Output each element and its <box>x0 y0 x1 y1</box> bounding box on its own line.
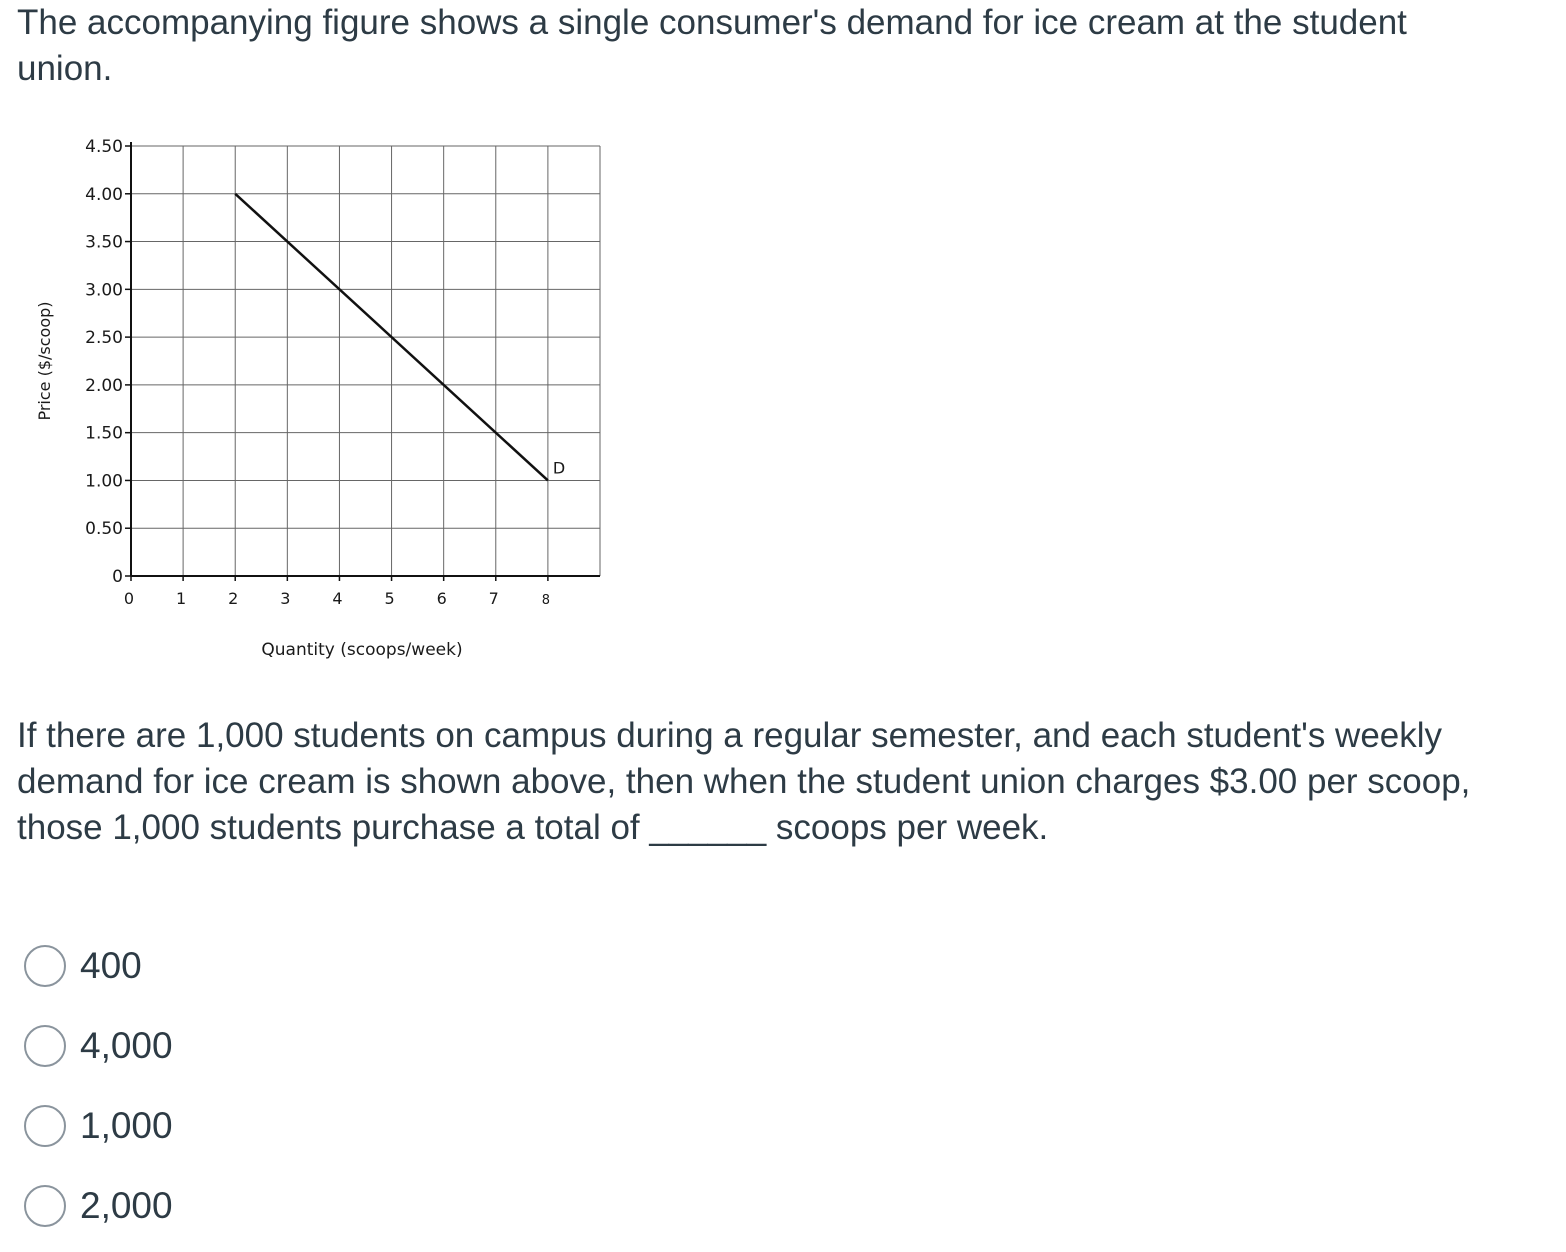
y-tick-label: 3.50 <box>85 232 123 253</box>
y-axis-title: Price ($/scoop) <box>35 301 54 421</box>
radio-button[interactable] <box>24 1185 66 1227</box>
y-tick-label: 4.00 <box>85 184 123 205</box>
y-tick-label: 3.00 <box>85 280 123 301</box>
y-tick-label: 2.00 <box>85 375 123 396</box>
chart-labels <box>35 137 565 660</box>
chart-grid <box>131 146 600 576</box>
answer-option-label: 2,000 <box>80 1185 173 1226</box>
answer-option-4000[interactable] <box>24 1006 173 1086</box>
question-text: If there are 1,000 students on campus during a regular semester, and each student's weekly demand for ice cream is shown above, then when the student union charges $3.00 per scoop, those 1,000 students purchase a total of ______ scoops per week. <box>17 716 1471 847</box>
answer-option-label: 4,000 <box>80 1025 173 1066</box>
y-tick-label: 0 <box>112 567 123 587</box>
intro-text: The accompanying figure shows a single consumer's demand for ice cream at the student union. <box>17 3 1407 88</box>
x-tick-label: 3 <box>280 589 291 608</box>
answer-option-label: 400 <box>80 945 142 986</box>
y-tick-label: 2.50 <box>85 328 123 349</box>
demand-chart-svg <box>0 130 640 670</box>
x-axis-title: Quantity (scoops/week) <box>261 640 463 660</box>
x-tick-label: 2 <box>228 589 239 608</box>
y-tick-label: 1.50 <box>85 423 123 444</box>
x-tick-label: 0 <box>123 589 135 608</box>
x-tick-label: 5 <box>384 589 395 608</box>
radio-button[interactable] <box>24 1105 66 1147</box>
radio-button[interactable] <box>24 1025 66 1067</box>
answer-option-2000[interactable] <box>24 1166 173 1246</box>
answer-options <box>24 926 173 1246</box>
x-tick-label: 4 <box>332 589 343 608</box>
y-tick-label: 4.50 <box>85 137 123 157</box>
answer-option-label: 1,000 <box>80 1105 173 1146</box>
x-tick-label: 6 <box>436 589 447 608</box>
demand-curve-label: D <box>552 458 566 478</box>
y-tick-label: 0.50 <box>85 519 123 540</box>
answer-option-400[interactable] <box>24 926 173 1006</box>
chart-axes <box>125 142 600 581</box>
demand-chart <box>0 130 640 670</box>
radio-button[interactable] <box>24 945 66 987</box>
x-tick-label: 7 <box>488 589 499 608</box>
y-tick-label: 1.00 <box>85 471 123 492</box>
x-tick-label: 1 <box>176 589 187 608</box>
x-tick-label: 8 <box>541 593 551 608</box>
answer-option-1000[interactable] <box>24 1086 173 1166</box>
